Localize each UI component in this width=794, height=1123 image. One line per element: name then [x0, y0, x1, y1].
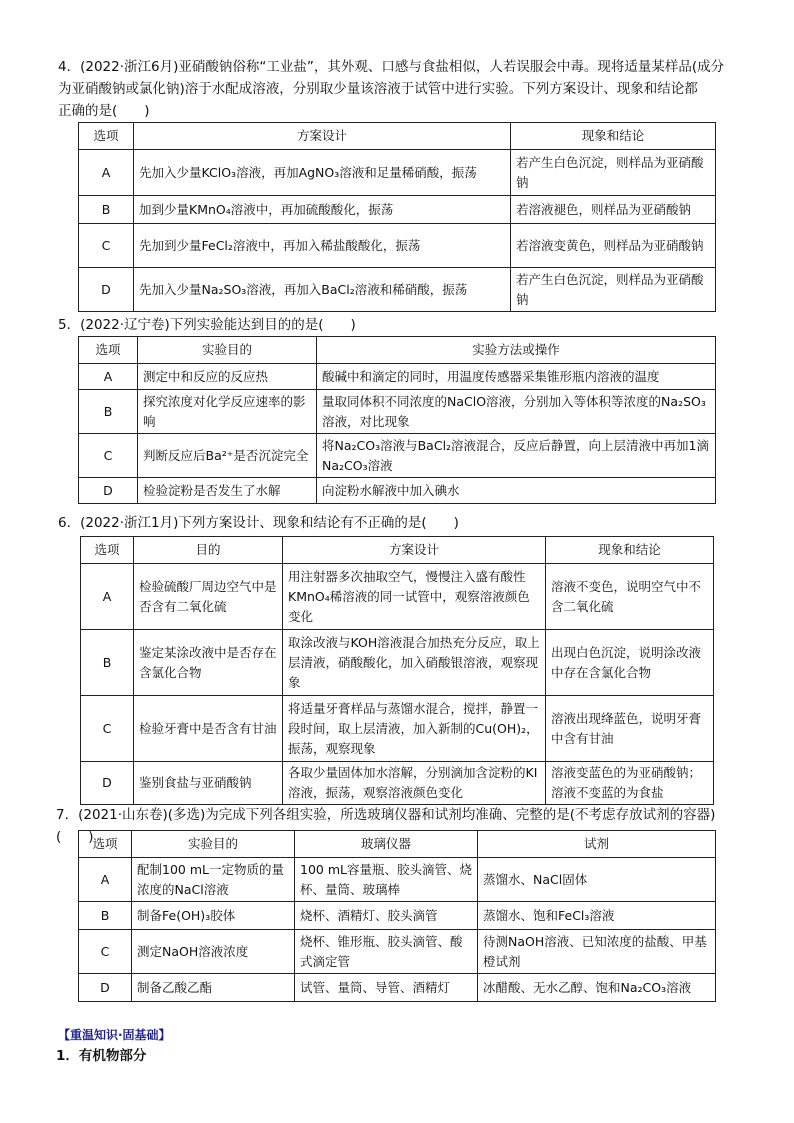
- plan-cell: 先加入少量Na₂SO₃溶液，再加入BaCl₂溶液和稀硝酸，振荡: [134, 268, 511, 312]
- plan-cell: 用注射器多次抽取空气，慢慢注入盛有酸性KMnO₄稀溶液的同一试管中，观察溶液颜色变化: [283, 564, 546, 630]
- question-4-stem: [58, 56, 738, 122]
- table-row: [79, 390, 716, 434]
- option-cell: D: [79, 268, 134, 312]
- option-cell: A: [81, 564, 134, 630]
- question-4-line1: 4．(2022·浙江6月)亚硝酸钠俗称“工业盐”，其外观、口感与食盐相似，人若误服会中毒。现将适量某样品(成分: [58, 59, 725, 75]
- plan-cell: 取涂改液与KOH溶液混合加热充分反应，取上层清液，硝酸酸化，加入硝酸银溶液，观察现象: [283, 630, 546, 696]
- option-cell: C: [79, 930, 132, 974]
- table-row: [81, 564, 714, 630]
- table-row: [81, 696, 714, 762]
- table-row: [79, 224, 716, 268]
- method-cell: 将Na₂CO₃溶液与BaCl₂溶液混合，反应后静置，向上层清液中再加1滴Na₂CO₃溶液: [317, 434, 716, 478]
- section-heading: 1．有机物部分: [56, 1048, 147, 1064]
- header-option: 选项: [79, 337, 138, 364]
- header-result: 现象和结论: [511, 123, 716, 150]
- table-row: [79, 268, 716, 312]
- header-plan: 方案设计: [283, 537, 546, 564]
- reagents-cell: 冰醋酸、无水乙醇、饱和Na₂CO₃溶液: [478, 974, 716, 1002]
- table-row: [79, 196, 716, 224]
- glassware-cell: 烧杯、锥形瓶、胶头滴管、酸式滴定管: [295, 930, 478, 974]
- question-7-line1: 7．(2021·山东卷)(多选)为完成下列各组实验，所选玻璃仪器和试剂均准确、完整的是(不考虑存放试剂的容器)( ): [56, 807, 716, 845]
- header-option: 选项: [81, 537, 134, 564]
- result-cell: 若产生白色沉淀，则样品为亚硝酸钠: [511, 150, 716, 196]
- purpose-cell: 检验淀粉是否发生了水解: [138, 478, 317, 504]
- option-cell: D: [81, 762, 134, 805]
- header-purpose: 实验目的: [132, 831, 295, 858]
- method-cell: 向淀粉水解液中加入碘水: [317, 478, 716, 504]
- purpose-cell: 制备Fe(OH)₃胶体: [132, 902, 295, 930]
- result-cell: 出现白色沉淀，说明涂改液中存在含氯化合物: [546, 630, 714, 696]
- section-tag: 【重温知识·固基础】: [58, 1028, 171, 1042]
- question-6-line1: 6．(2022·浙江1月)下列方案设计、现象和结论有不正确的是( ): [58, 515, 459, 531]
- header-purpose: 实验目的: [138, 337, 317, 364]
- method-cell: 量取同体积不同浓度的NaClO溶液，分别加入等体积等浓度的Na₂SO₃溶液，对比现象: [317, 390, 716, 434]
- purpose-cell: 鉴别食盐与亚硝酸钠: [134, 762, 283, 805]
- plan-cell: 将适量牙膏样品与蒸馏水混合，搅拌，静置一段时间，取上层清液，加入新制的Cu(OH)₂，振荡，观察现象: [283, 696, 546, 762]
- result-cell: 溶液不变色，说明空气中不含二氧化硫: [546, 564, 714, 630]
- header-option: 选项: [79, 123, 134, 150]
- reagents-cell: 蒸馏水、饱和FeCl₃溶液: [478, 902, 716, 930]
- plan-cell: 先加到少量FeCl₂溶液中，再加入稀盐酸酸化，振荡: [134, 224, 511, 268]
- question-5-table: [78, 336, 716, 504]
- result-cell: 溶液出现绛蓝色，说明牙膏中含有甘油: [546, 696, 714, 762]
- option-cell: A: [79, 150, 134, 196]
- option-cell: D: [79, 478, 138, 504]
- purpose-cell: 探究浓度对化学反应速率的影响: [138, 390, 317, 434]
- purpose-cell: 制备乙酸乙酯: [132, 974, 295, 1002]
- question-4-line2: 为亚硝酸钠或氯化钠)溶于水配成溶液，分别取少量该溶液于试管中进行实验。下列方案设计、现象和结论都: [58, 81, 698, 97]
- glassware-cell: 100 mL容量瓶、胶头滴管、烧杯、量筒、玻璃棒: [295, 858, 478, 902]
- method-cell: 酸碱中和滴定的同时，用温度传感器采集锥形瓶内溶液的温度: [317, 364, 716, 390]
- option-cell: D: [79, 974, 132, 1002]
- result-cell: 溶液变蓝色的为亚硝酸钠；溶液不变蓝的为食盐: [546, 762, 714, 805]
- table-row: [79, 902, 716, 930]
- table-header-row: [79, 337, 716, 364]
- option-cell: B: [79, 902, 132, 930]
- glassware-cell: 烧杯、酒精灯、胶头滴管: [295, 902, 478, 930]
- table-row: [79, 858, 716, 902]
- purpose-cell: 检验硫酸厂周边空气中是否含有二氧化硫: [134, 564, 283, 630]
- header-option: 选项: [79, 831, 132, 858]
- header-method: 实验方法或操作: [317, 337, 716, 364]
- option-cell: C: [79, 434, 138, 478]
- question-5-stem: [58, 314, 738, 336]
- question-6-stem: [58, 512, 738, 534]
- table-row: [79, 434, 716, 478]
- table-header-row: [81, 537, 714, 564]
- header-reagents: 试剂: [478, 831, 716, 858]
- plan-cell: 加到少量KMnO₄溶液中，再加硫酸酸化，振荡: [134, 196, 511, 224]
- question-4-table: [78, 122, 716, 312]
- table-row: [79, 974, 716, 1002]
- table-row: [79, 478, 716, 504]
- option-cell: B: [79, 196, 134, 224]
- option-cell: C: [81, 696, 134, 762]
- result-cell: 若溶液变黄色，则样品为亚硝酸钠: [511, 224, 716, 268]
- option-cell: B: [79, 390, 138, 434]
- purpose-cell: 测定NaOH溶液浓度: [132, 930, 295, 974]
- header-glassware: 玻璃仪器: [295, 831, 478, 858]
- header-purpose: 目的: [134, 537, 283, 564]
- question-4-line3: 正确的是( ): [58, 103, 150, 119]
- option-cell: A: [79, 364, 138, 390]
- result-cell: 若产生白色沉淀，则样品为亚硝酸钠: [511, 268, 716, 312]
- option-cell: C: [79, 224, 134, 268]
- table-header-row: [79, 831, 716, 858]
- purpose-cell: 配制100 mL一定物质的量浓度的NaCl溶液: [132, 858, 295, 902]
- header-plan: 方案设计: [134, 123, 511, 150]
- header-result: 现象和结论: [546, 537, 714, 564]
- table-row: [81, 762, 714, 805]
- purpose-cell: 判断反应后Ba²⁺是否沉淀完全: [138, 434, 317, 478]
- option-cell: A: [79, 858, 132, 902]
- plan-cell: 各取少量固体加水溶解，分别滴加含淀粉的KI溶液，振荡，观察溶液颜色变化: [283, 762, 546, 805]
- question-7-table: [78, 830, 716, 1002]
- question-5-line1: 5．(2022·辽宁卷)下列实验能达到目的的是( ): [58, 317, 356, 333]
- table-row: [79, 930, 716, 974]
- reagents-cell: 待测NaOH溶液、已知浓度的盐酸、甲基橙试剂: [478, 930, 716, 974]
- table-row: [81, 630, 714, 696]
- table-row: [79, 150, 716, 196]
- purpose-cell: 鉴定某涂改液中是否存在含氯化合物: [134, 630, 283, 696]
- reagents-cell: 蒸馏水、NaCl固体: [478, 858, 716, 902]
- option-cell: B: [81, 630, 134, 696]
- table-header-row: [79, 123, 716, 150]
- question-6-table: [80, 536, 714, 805]
- purpose-cell: 测定中和反应的反应热: [138, 364, 317, 390]
- table-row: [79, 364, 716, 390]
- glassware-cell: 试管、量筒、导管、酒精灯: [295, 974, 478, 1002]
- result-cell: 若溶液褪色，则样品为亚硝酸钠: [511, 196, 716, 224]
- plan-cell: 先加入少量KClO₃溶液，再加AgNO₃溶液和足量稀硝酸，振荡: [134, 150, 511, 196]
- purpose-cell: 检验牙膏中是否含有甘油: [134, 696, 283, 762]
